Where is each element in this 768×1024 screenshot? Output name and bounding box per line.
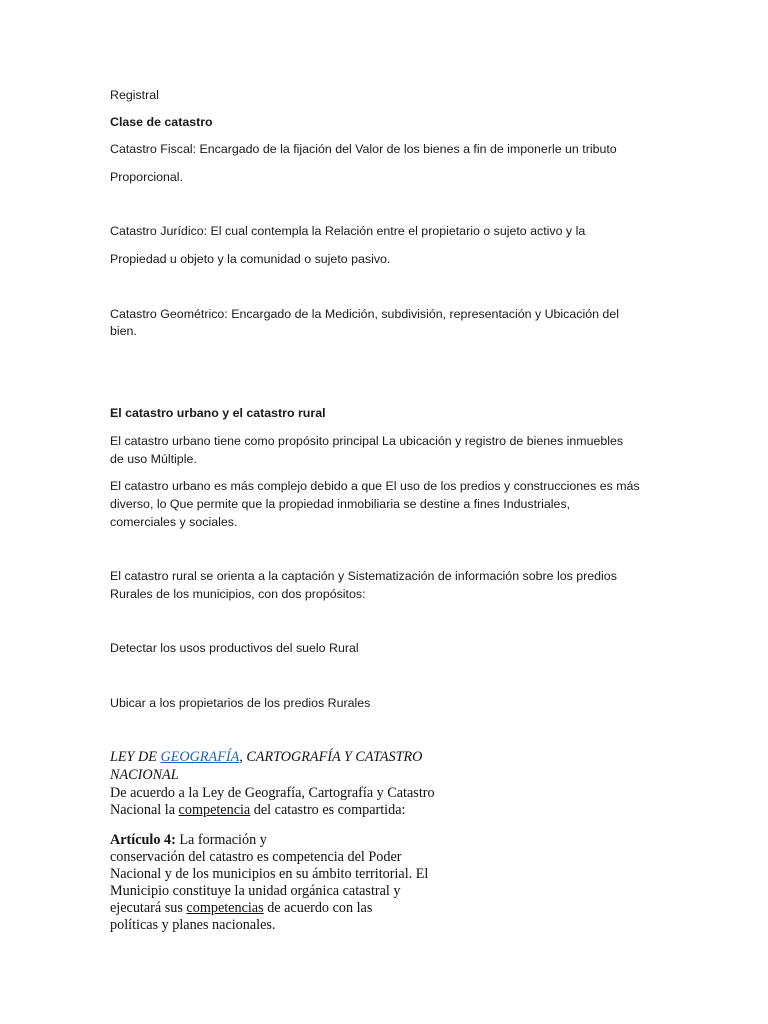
law-intro-line1: De acuerdo a la Ley de Geografía, Cartografía y Catastro xyxy=(110,785,435,801)
competencias-link[interactable]: competencias xyxy=(186,900,264,916)
law-intro-line2-end: del catastro es compartida: xyxy=(250,802,406,818)
article-4-label: Artículo 4: xyxy=(110,832,176,848)
catastro-geometrico-line2: bien. xyxy=(110,324,137,338)
proposito-ubicar: Ubicar a los propietarios de los predios Rurales xyxy=(110,696,371,710)
urbano-paragraph2-line1: El catastro urbano es más complejo debido a que El uso de los predios y construcciones es más xyxy=(110,479,640,493)
urbano-paragraph1-line2: de uso Múltiple. xyxy=(110,452,197,466)
article-4-line5-end: de acuerdo con las xyxy=(263,900,373,916)
catastro-juridico-line2: Propiedad u objeto y la comunidad o sujeto pasivo. xyxy=(110,252,391,266)
law-title-line1 xyxy=(110,749,422,766)
article-4-line3: Nacional y de los municipios en su ámbito territorial. El xyxy=(110,866,429,882)
law-title-suffix: , CARTOGRAFÍA Y CATASTRO xyxy=(239,749,423,765)
article-4-line5 xyxy=(110,900,372,917)
urbano-paragraph2-line3: comerciales y sociales. xyxy=(110,515,238,529)
rural-paragraph-line2: Rurales de los municipios, con dos propósitos: xyxy=(110,587,366,601)
rural-paragraph-line1: El catastro rural se orienta a la captación y Sistematización de información sobre los predios xyxy=(110,569,617,583)
proposito-detectar: Detectar los usos productivos del suelo Rural xyxy=(110,641,359,655)
law-title-line2: NACIONAL xyxy=(110,767,179,783)
law-intro-line2-start: Nacional la xyxy=(110,802,179,818)
article-4-line1 xyxy=(110,832,267,849)
law-title-prefix: LEY DE xyxy=(110,749,161,765)
geografia-link[interactable]: GEOGRAFÍA xyxy=(160,749,240,765)
catastro-fiscal-line1: Catastro Fiscal: Encargado de la fijación del Valor de los bienes a fin de imponerle un tributo xyxy=(110,142,617,156)
catastro-juridico-line1: Catastro Jurídico: El cual contempla la Relación entre el propietario o sujeto activo y la xyxy=(110,224,586,238)
article-4-line1-rest: La formación y xyxy=(175,832,267,848)
article-4-line4: Municipio constituye la unidad orgánica catastral y xyxy=(110,883,401,899)
article-4-line2: conservación del catastro es competencia del Poder xyxy=(110,849,402,865)
article-4-line6: políticas y planes nacionales. xyxy=(110,917,276,933)
competencia-link[interactable]: competencia xyxy=(178,802,251,818)
law-intro-line2 xyxy=(110,802,405,819)
urbano-rural-heading: El catastro urbano y el catastro rural xyxy=(110,406,326,420)
urbano-paragraph2-line2: diverso, lo Que permite que la propiedad inmobiliaria se destine a fines Industriales, xyxy=(110,497,571,511)
registral-text: Registral xyxy=(110,88,159,102)
catastro-geometrico-line1: Catastro Geométrico: Encargado de la Medición, subdivisión, representación y Ubicación del xyxy=(110,307,619,321)
urbano-paragraph1-line1: El catastro urbano tiene como propósito principal La ubicación y registro de bienes inmuebles xyxy=(110,434,624,448)
clase-de-catastro-heading: Clase de catastro xyxy=(110,115,213,129)
catastro-fiscal-line2: Proporcional. xyxy=(110,170,184,184)
article-4-line5-start: ejecutará sus xyxy=(110,900,187,916)
